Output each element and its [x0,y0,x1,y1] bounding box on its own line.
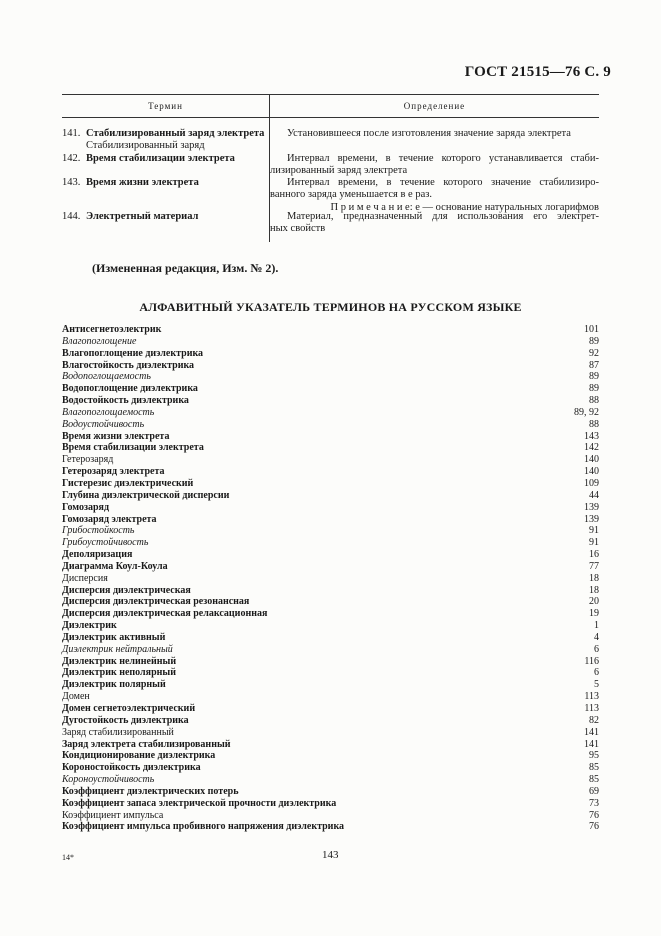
index-entry [62,525,599,537]
index-page-ref: 5 [594,679,599,691]
index-page-ref: 85 [589,774,599,786]
index-page-ref: 89 [589,383,599,395]
index-term: Водопоглощение диэлектрика [62,383,198,395]
index-entry [62,656,599,668]
index-entry [62,821,599,833]
index-entry [62,774,599,786]
index-term: Влагопоглощение диэлектрика [62,347,204,359]
index-page-ref: 141 [584,726,599,738]
index-term: Дисперсия [62,572,108,584]
index-page-ref: 101 [584,324,599,335]
term-name: Время жизни электрета [86,177,199,188]
page-header: ГОСТ 21515—76 С. 9 [464,64,611,80]
index-term: Диэлектрик [62,620,117,632]
table-note: П р и м е ч а н и е: e — основание натуральных логарифмов [330,202,599,213]
index-term: Гистерезис диэлектрический [62,477,194,489]
index-page-ref: 6 [594,667,599,679]
index-term: Деполяризация [62,549,133,561]
term-name: Стабилизированный заряд электрета [86,128,265,139]
index-page-ref: 4 [594,631,599,643]
index-page-ref: 44 [589,489,599,501]
index-entry [62,667,599,679]
index-term: Гетерозаряд электрета [62,466,165,478]
index-page-ref: 89 [589,335,599,347]
index-term: Водостойкость диэлектрика [62,395,189,407]
index-term: Время стабилизации электрета [62,442,204,454]
page-number: 143 [322,849,339,861]
index-entry [62,596,599,608]
index-term: Время жизни электрета [62,430,170,442]
index-term: Коэффициент диэлектрических потерь [62,785,239,797]
index-term: Домен [62,691,90,703]
index-term: Коэффициент импульса [62,809,164,821]
table-row-term: 144. Электретный материал [62,211,199,222]
index-entry [62,762,599,774]
index-page-ref: 92 [589,347,599,359]
index-page-ref: 141 [584,738,599,750]
index-page-ref: 82 [589,714,599,726]
index-term: Диэлектрик полярный [62,679,166,691]
index-entry [62,561,599,573]
index-page-ref: 116 [584,655,599,667]
index-term: Влагопоглощаемость [62,406,155,418]
footnote-mark: 14* [62,853,74,862]
index-page-ref: 95 [589,750,599,762]
index-term: Грибоустойчивость [62,537,149,549]
index-page-ref: 91 [589,537,599,549]
alphabetical-index [62,324,599,833]
index-term: Дисперсия диэлектрическая [62,584,191,596]
index-term: Заряд стабилизированный [62,726,174,738]
index-entry [62,691,599,703]
index-term: Дисперсия диэлектрическая релаксационная [62,608,268,620]
index-term: Гомозаряд [62,501,110,513]
table-row-definition: Интервал времени, в течение которого значение стабилизиро- ванного заряда уменьшается в e раз. П р и м е ч а н и е: e — основание натуральных логарифмов [270,177,599,213]
index-term: Диэлектрик нелинейный [62,655,177,667]
table-row-definition: Материал, предназначенный для использования его электрет- ных свойств [270,211,599,234]
index-page-ref: 88 [589,395,599,407]
index-entry [62,810,599,822]
index-term: Диаграмма Коул-Коула [62,560,168,572]
index-page-ref: 89 [589,371,599,383]
index-entry [62,360,599,372]
index-entry [62,371,599,383]
index-page-ref: 19 [589,608,599,620]
index-entry [62,679,599,691]
table-top-rule [62,94,599,95]
index-entry [62,407,599,419]
index-entry [62,750,599,762]
index-page-ref: 1 [594,620,599,632]
index-term: Антисегнетоэлектрик [62,324,162,335]
index-entry [62,490,599,502]
index-term: Короностойкость диэлектрика [62,762,201,774]
index-page-ref: 6 [594,643,599,655]
index-page-ref: 113 [584,691,599,703]
index-entry [62,478,599,490]
index-term: Коэффициент импульса пробивного напряжения диэлектрика [62,821,345,833]
index-entry [62,537,599,549]
index-page-ref: 16 [589,549,599,561]
index-entry [62,798,599,810]
index-term: Заряд электрета стабилизированный [62,738,231,750]
term-name: Электретный материал [86,211,199,222]
index-entry [62,608,599,620]
index-entry [62,549,599,561]
index-term: Диэлектрик активный [62,631,166,643]
index-page-ref: 140 [584,466,599,478]
index-entry [62,502,599,514]
index-page-ref: 139 [584,501,599,513]
index-term: Водопоглощаемость [62,371,151,383]
index-entry [62,620,599,632]
index-entry [62,348,599,360]
index-term: Гомозаряд электрета [62,513,157,525]
index-term: Гетерозаряд [62,454,114,466]
index-page-ref: 113 [584,703,599,714]
index-term: Глубина диэлектрической дисперсии [62,489,230,501]
index-term: Дисперсия диэлектрическая резонансная [62,596,250,608]
column-header-definition: Определение [403,101,466,111]
index-page-ref: 18 [589,572,599,584]
index-entry [62,514,599,526]
index-page-ref: 18 [589,584,599,596]
index-entry [62,786,599,798]
index-entry [62,703,599,715]
index-term: Дугостойкость диэлектрика [62,714,189,726]
index-page-ref: 76 [589,821,599,833]
index-term: Грибостойкость [62,525,135,537]
table-row-term: 143. Время жизни электрета [62,177,199,188]
index-title: АЛФАВИТНЫЙ УКАЗАТЕЛЬ ТЕРМИНОВ НА РУССКОМ ЯЗЫКЕ [139,300,522,314]
index-page-ref: 140 [584,454,599,466]
table-row-term: 141. Стабилизированный заряд электрета Стабилизированный заряд [62,128,267,151]
index-page-ref: 89, 92 [574,406,599,418]
index-entry [62,573,599,585]
index-term: Влагопоглощение [62,335,137,347]
index-entry [62,419,599,431]
index-page-ref: 76 [589,809,599,821]
index-term: Диэлектрик неполярный [62,667,176,679]
index-page-ref: 69 [589,785,599,797]
index-entry [62,454,599,466]
index-page-ref: 139 [584,513,599,525]
index-term: Коэффициент запаса электрической прочности диэлектрика [62,797,337,809]
index-entry [62,442,599,454]
table-row-definition: Установившееся после изготовления значение заряда электрета [287,128,571,139]
index-page-ref: 142 [584,442,599,454]
index-page-ref: 20 [589,596,599,608]
index-entry [62,383,599,395]
index-entry [62,727,599,739]
index-entry [62,585,599,597]
index-term: Короноустойчивость [62,774,155,786]
column-header-term: Термин [148,101,183,111]
index-entry [62,644,599,656]
index-page-ref: 109 [584,477,599,489]
index-entry [62,324,599,336]
index-entry [62,739,599,751]
index-page-ref: 88 [589,418,599,430]
index-entry [62,632,599,644]
index-term: Водоустойчивость [62,418,145,430]
amendment-note: (Измененная редакция, Изм. № 2). [92,261,279,275]
index-entry [62,431,599,443]
index-page-ref: 85 [589,762,599,774]
index-entry [62,715,599,727]
index-term: Кондиционирование диэлектрика [62,750,216,762]
table-header-rule [62,117,599,118]
index-term: Диэлектрик нейтральный [62,643,173,655]
table-row-term: 142. Время стабилизации электрета [62,153,235,164]
index-page-ref: 77 [589,560,599,572]
index-term: Домен сегнетоэлектрический [62,703,196,714]
index-page-ref: 73 [589,797,599,809]
term-synonym: Стабилизированный заряд [86,139,205,151]
index-page-ref: 91 [589,525,599,537]
term-name: Время стабилизации электрета [86,153,235,164]
index-entry [62,336,599,348]
index-entry [62,395,599,407]
index-page-ref: 143 [584,430,599,442]
index-term: Влагостойкость диэлектрика [62,359,195,371]
table-row-definition: Интервал времени, в течение которого устанавливается стаби- лизированный заряд электрета [270,153,599,176]
index-entry [62,466,599,478]
index-page-ref: 87 [589,359,599,371]
